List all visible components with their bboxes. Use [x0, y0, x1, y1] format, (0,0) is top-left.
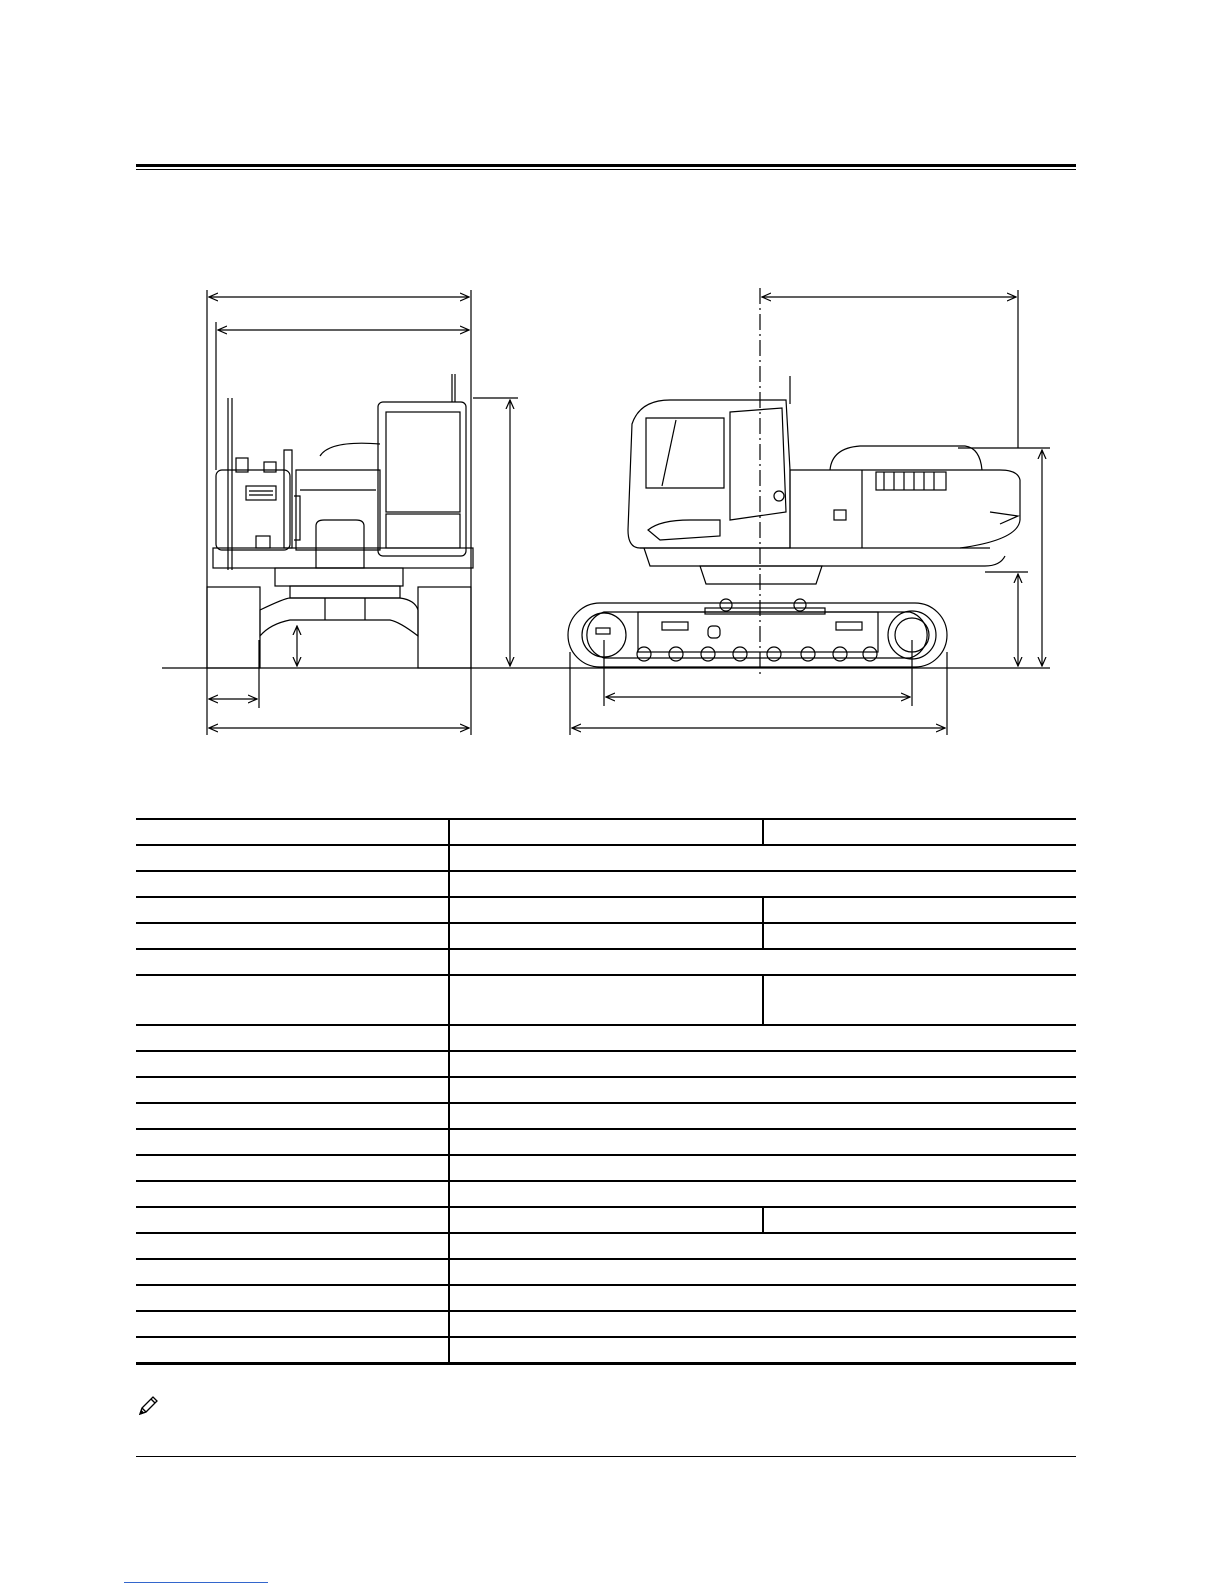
row-label	[136, 1285, 449, 1311]
row-label	[136, 1259, 449, 1285]
row-label	[136, 1051, 449, 1077]
row-label	[136, 1207, 449, 1233]
table-row	[136, 1181, 1076, 1207]
row-label	[136, 1129, 449, 1155]
row-label	[136, 1077, 449, 1103]
row-value	[449, 1259, 1076, 1285]
row-label	[136, 975, 449, 1025]
row-label	[136, 845, 449, 871]
table-row	[136, 1337, 1076, 1364]
row-value	[763, 975, 1076, 1025]
table-row	[136, 845, 1076, 871]
row-label	[136, 871, 449, 897]
table-row	[136, 975, 1076, 1025]
table-row	[136, 1025, 1076, 1051]
row-value	[449, 845, 1076, 871]
table-row	[136, 1259, 1076, 1285]
table-row	[136, 1311, 1076, 1337]
footer-link-underline[interactable]	[124, 1582, 268, 1583]
row-label	[136, 923, 449, 949]
note-bottom-rule	[136, 1456, 1076, 1457]
table-row	[136, 1129, 1076, 1155]
row-value	[449, 1103, 1076, 1129]
table-row	[136, 949, 1076, 975]
row-value	[449, 1155, 1076, 1181]
row-value	[449, 897, 763, 923]
table-row	[136, 1233, 1076, 1259]
table-row	[136, 1285, 1076, 1311]
row-value	[449, 1207, 763, 1233]
table-row	[136, 819, 1076, 845]
table-row	[136, 897, 1076, 923]
row-label	[136, 1311, 449, 1337]
row-value	[763, 819, 1076, 845]
pencil-icon	[136, 1394, 160, 1418]
row-value	[763, 1207, 1076, 1233]
row-label	[136, 897, 449, 923]
table-row	[136, 1155, 1076, 1181]
table-row	[136, 1077, 1076, 1103]
row-value	[763, 923, 1076, 949]
row-label	[136, 1337, 449, 1364]
row-value	[449, 1233, 1076, 1259]
spec-table	[136, 818, 1076, 1365]
row-label	[136, 1025, 449, 1051]
row-value	[449, 1285, 1076, 1311]
row-label	[136, 1155, 449, 1181]
table-row	[136, 871, 1076, 897]
row-value	[449, 871, 1076, 897]
row-value	[449, 1077, 1076, 1103]
row-value	[449, 1181, 1076, 1207]
row-label	[136, 819, 449, 845]
row-label	[136, 1181, 449, 1207]
table-row	[136, 1051, 1076, 1077]
row-value	[449, 975, 763, 1025]
row-value	[449, 1051, 1076, 1077]
row-value	[449, 819, 763, 845]
row-value	[449, 1025, 1076, 1051]
table-row	[136, 1207, 1076, 1233]
table-row	[136, 923, 1076, 949]
row-label	[136, 1103, 449, 1129]
row-value	[763, 897, 1076, 923]
row-value	[449, 1129, 1076, 1155]
row-value	[449, 1337, 1076, 1364]
row-value	[449, 923, 763, 949]
row-value	[449, 949, 1076, 975]
row-label	[136, 1233, 449, 1259]
row-value	[449, 1311, 1076, 1337]
row-label	[136, 949, 449, 975]
table-row	[136, 1103, 1076, 1129]
